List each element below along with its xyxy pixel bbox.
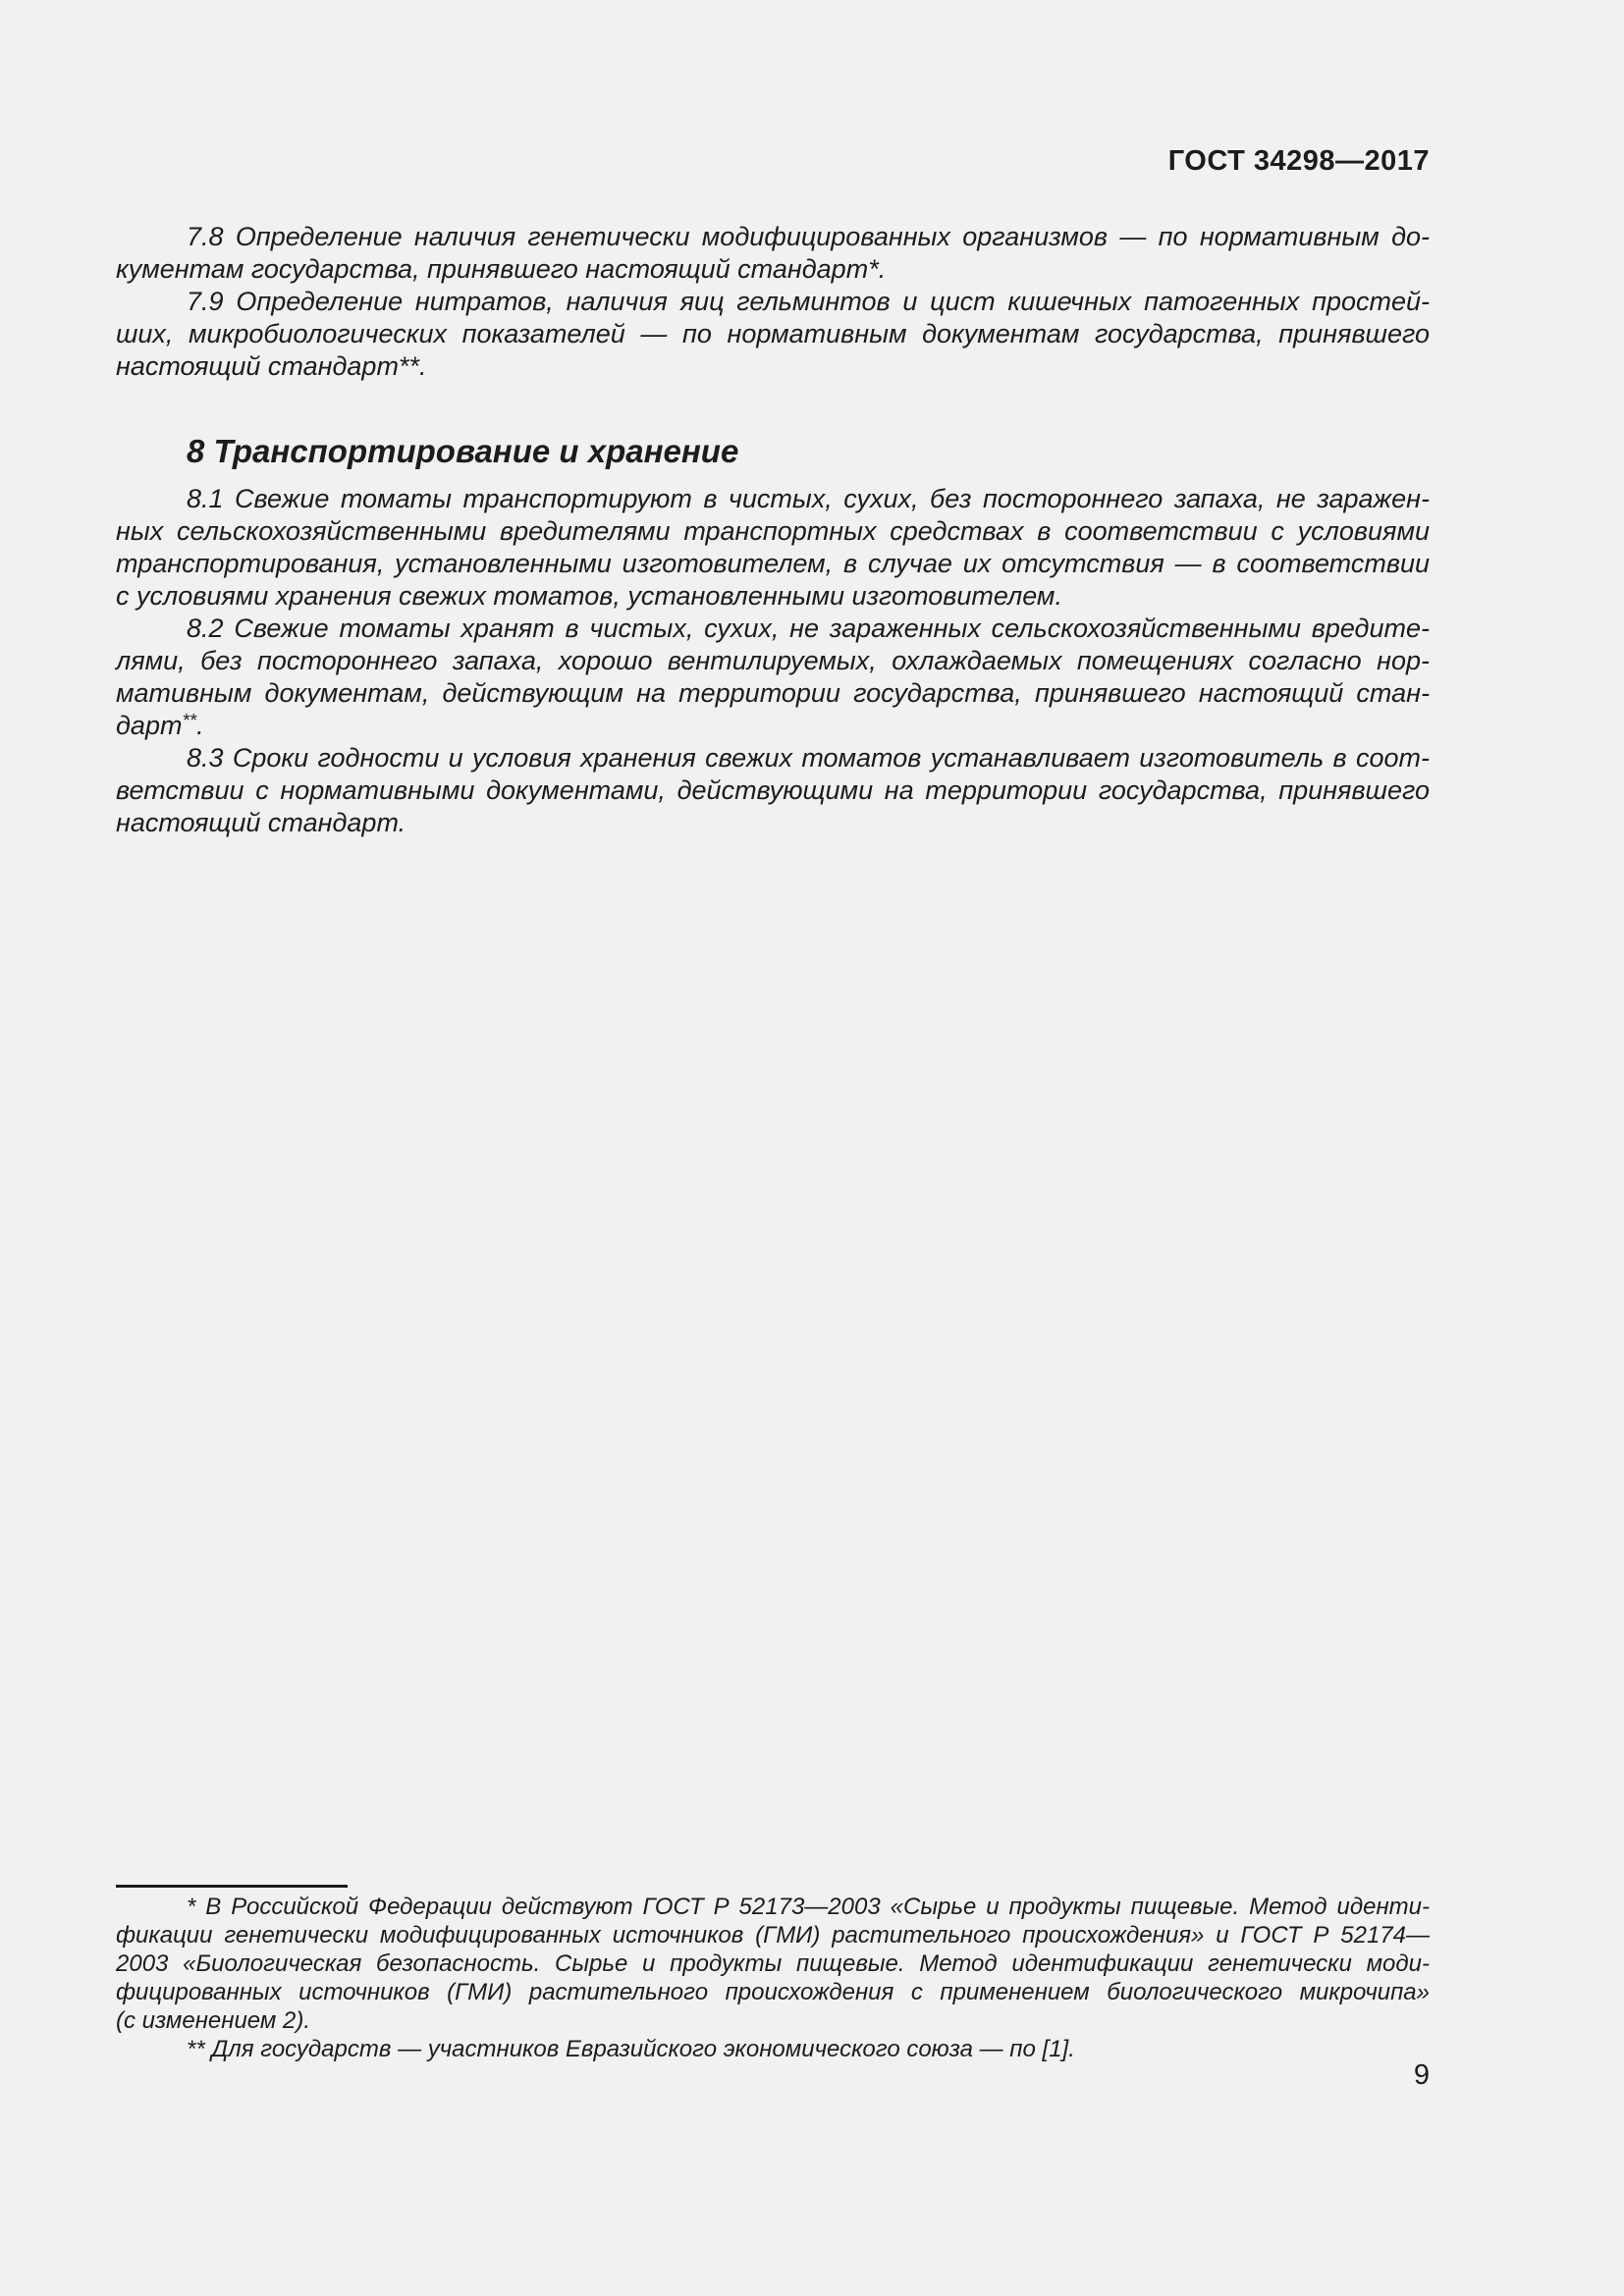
paragraph-8-2 — [116, 613, 1430, 742]
footnote-line: фицированных источников (ГМИ) растительного происхождения с применением биологического микрочипа» — [116, 1979, 1430, 2005]
paragraph-8-1 — [116, 483, 1430, 613]
text-line: 8.3 Сроки годности и условия хранения свежих томатов устанавливает изготовитель в соот- — [187, 743, 1430, 773]
text-line: 7.8 Определение наличия генетически модифицированных организмов — по нормативным до- — [187, 222, 1430, 251]
footnote-line: 2003 «Биологическая безопасность. Сырье и продукты пищевые. Метод идентификации генетически моди- — [116, 1950, 1430, 1977]
footnote-line: * В Российской Федерации действуют ГОСТ Р 52173—2003 «Сырье и продукты пищевые. Метод иденти- — [187, 1894, 1430, 1920]
text-line: ных сельскохозяйственными вредителями транспортных средствах в соответствии с условиями — [116, 516, 1430, 546]
text-line: ших, микробиологических показателей — по нормативным документам государства, принявшего — [116, 319, 1430, 348]
footnote-line: (с изменением 2). — [116, 2007, 311, 2034]
paragraph-7-9 — [116, 286, 1430, 383]
footnote-line: ** Для государств — участников Евразийского экономического союза — по [1]. — [187, 2036, 1075, 2062]
text-line: мативным документам, действующим на территории государства, принявшего настоящий стан- — [116, 678, 1430, 708]
text-line: 8.2 Свежие томаты хранят в чистых, сухих, не зараженных сельскохозяйственными вредите- — [187, 614, 1430, 643]
document-body — [116, 221, 1430, 839]
text-line: настоящий стандарт**. — [116, 351, 427, 381]
text-line: лями, без постороннего запаха, хорошо вентилируемых, охлаждаемых помещениях согласно нор- — [116, 646, 1430, 675]
footnote-separator — [116, 1885, 348, 1888]
text-line: дарт**. — [116, 710, 204, 740]
footnote-line: фикации генетически модифицированных источников (ГМИ) растительного происхождения» и ГОСТ Р 52174— — [116, 1922, 1430, 1949]
text-line: ветствии с нормативными документами, действующими на территории государства, принявшего — [116, 775, 1430, 805]
text-line: с условиями хранения свежих томатов, установленными изготовителем. — [116, 581, 1062, 611]
text-line: 8.1 Свежие томаты транспортируют в чистых, сухих, без постороннего запаха, не заражен- — [187, 484, 1430, 513]
text-line: транспортирования, установленными изготовителем, в случае их отсутствия — в соответствии — [116, 549, 1430, 578]
text-line: настоящий стандарт. — [116, 808, 406, 837]
footnotes-block — [116, 1885, 1430, 2063]
section-8-heading: 8 Транспортирование и хранение — [187, 433, 739, 469]
text-line: 7.9 Определение нитратов, наличия яиц гельминтов и цист кишечных патогенных простей- — [187, 287, 1430, 316]
text-line: кументам государства, принявшего настоящий стандарт*. — [116, 254, 887, 284]
paragraph-7-8 — [116, 221, 1430, 286]
paragraph-8-3 — [116, 742, 1430, 839]
text-fragment: . — [196, 711, 204, 740]
text-fragment: дарт — [116, 711, 183, 740]
header-standard-number: ГОСТ 34298—2017 — [1167, 145, 1430, 177]
page-number: 9 — [1413, 2059, 1430, 2091]
